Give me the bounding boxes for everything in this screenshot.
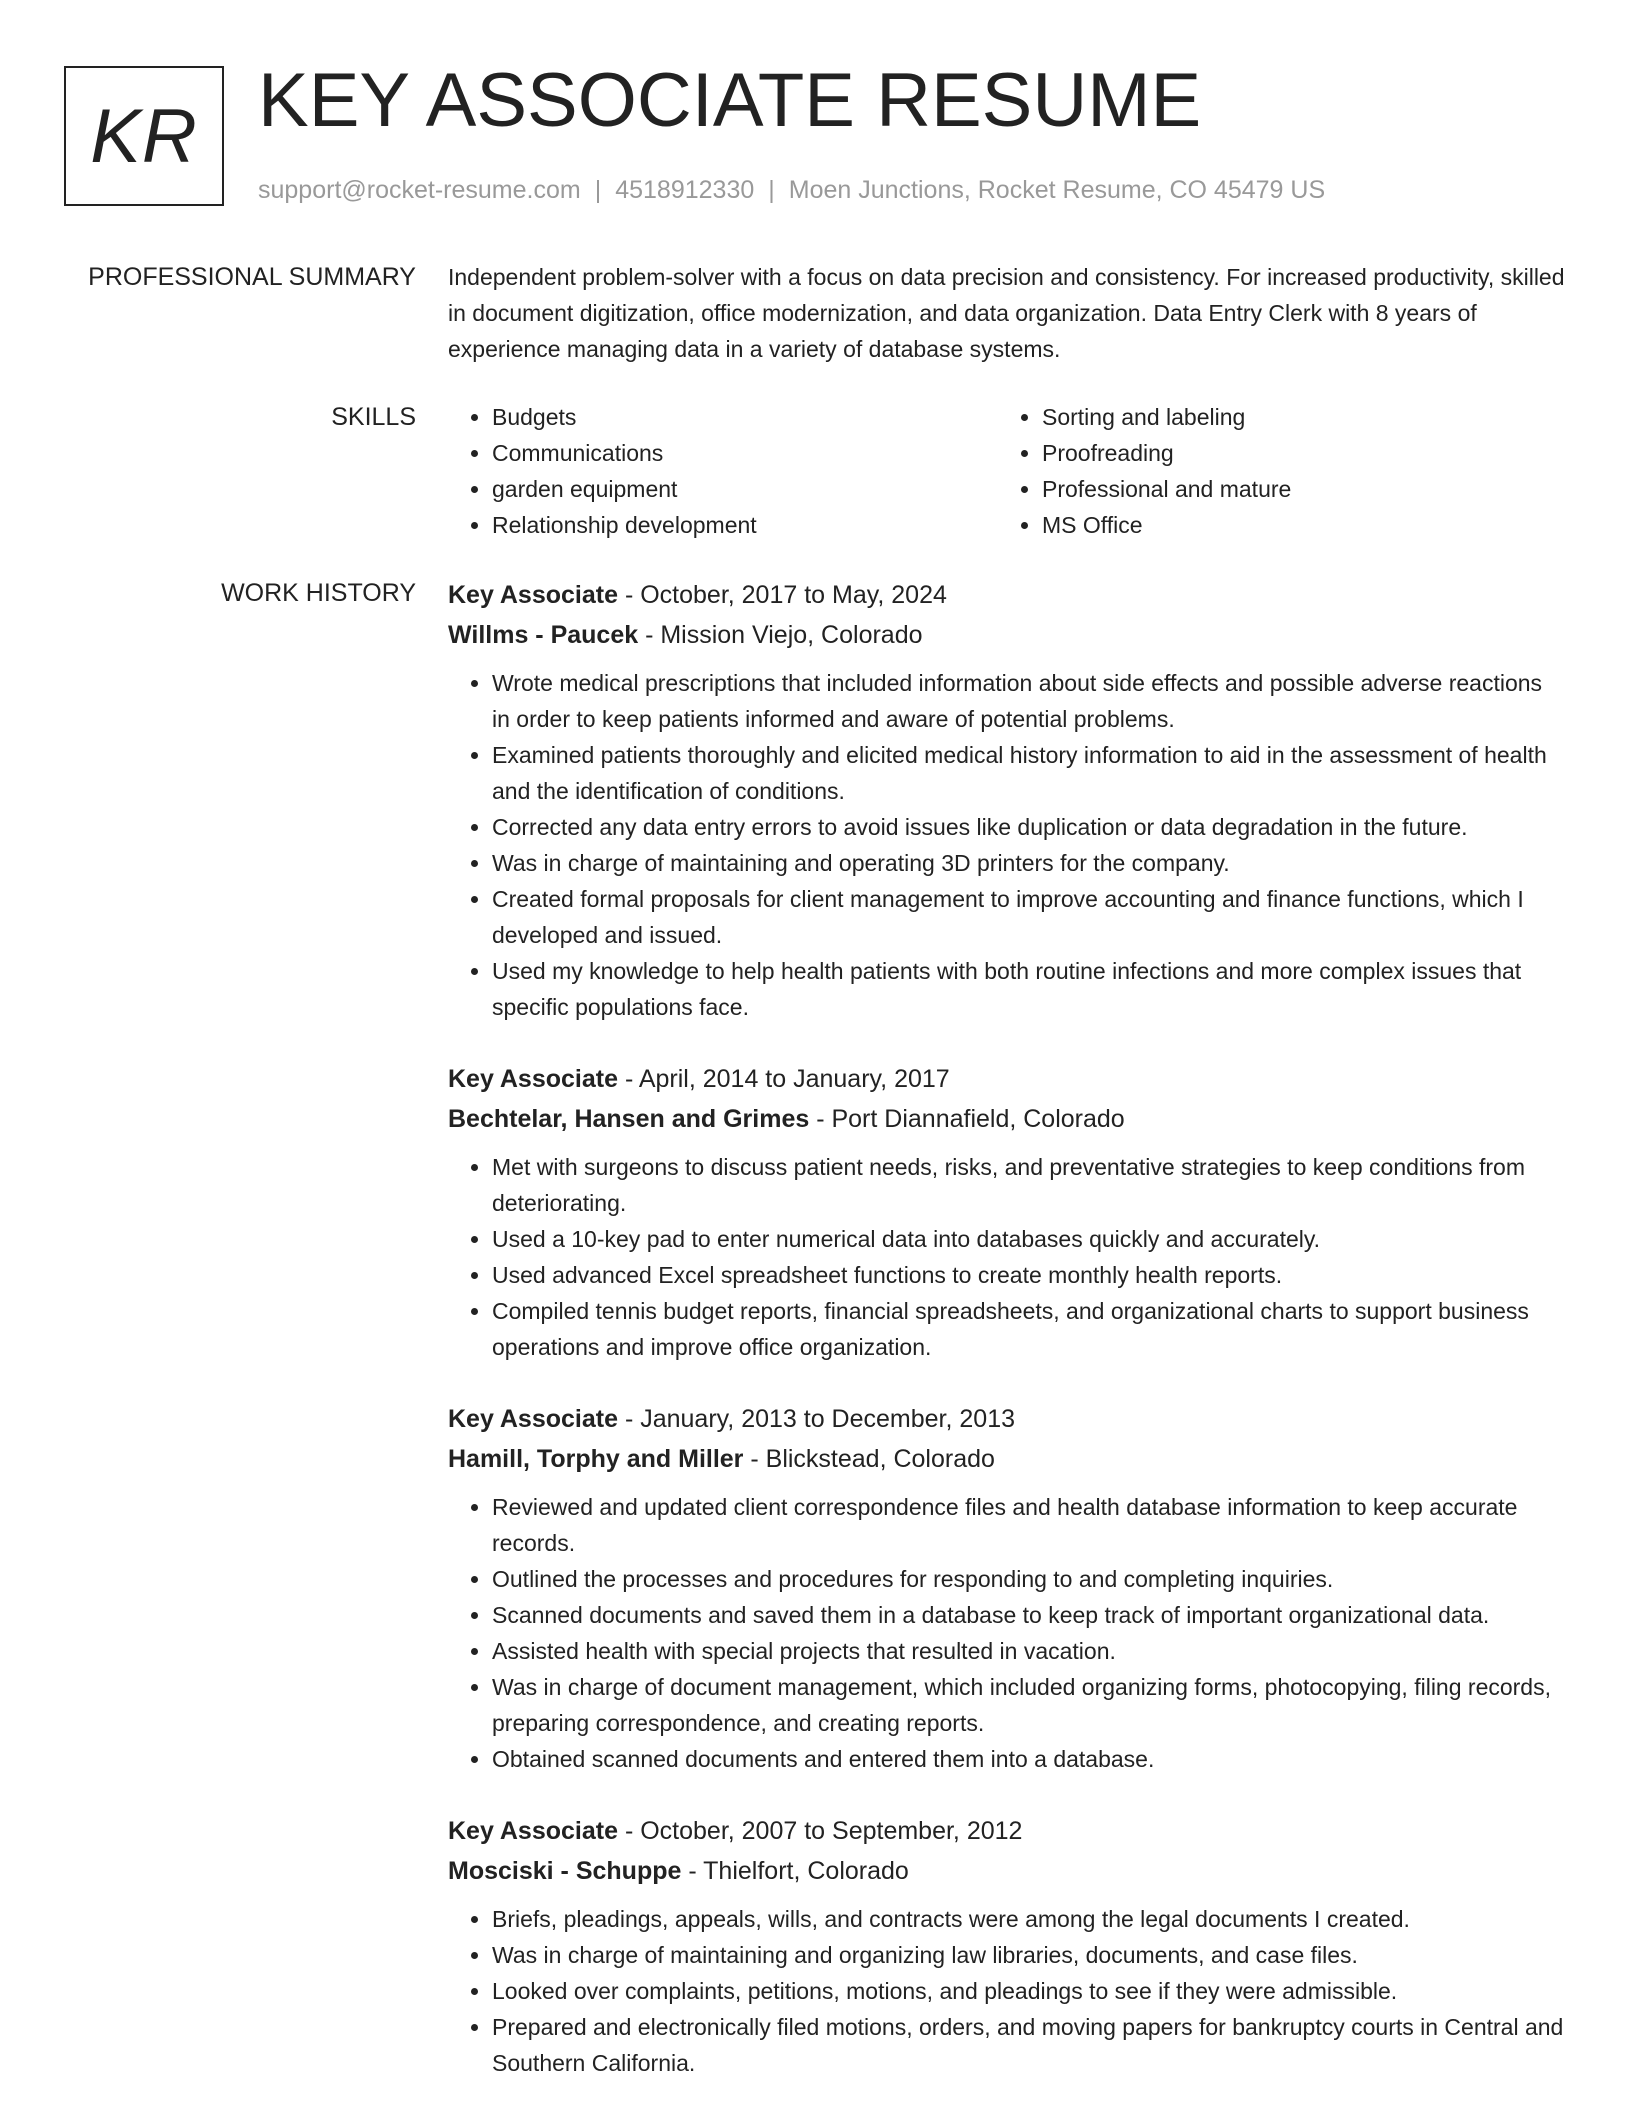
job-title: Key Associate bbox=[448, 1405, 618, 1433]
job-bullets bbox=[448, 1149, 1566, 1365]
job-company-line bbox=[448, 1851, 1566, 1891]
job-bullet: • Reviewed and updated client correspondence files and health database information to keep accurate records. bbox=[492, 1489, 1566, 1561]
job-location: - Thielfort, Colorado bbox=[681, 1857, 909, 1885]
skill-item: • Professional and mature bbox=[1042, 471, 1548, 507]
job-title-line bbox=[448, 1399, 1566, 1439]
job-bullet: • Created formal proposals for client management to improve accounting and finance functions, which I developed and issued. bbox=[492, 881, 1566, 953]
job-company-line bbox=[448, 1099, 1566, 1139]
contact-line bbox=[258, 174, 1325, 206]
job-dates: - January, 2013 to December, 2013 bbox=[618, 1405, 1015, 1433]
contact-separator: | bbox=[594, 176, 602, 204]
initials-monogram: KR bbox=[64, 66, 224, 206]
job-bullet: • Corrected any data entry errors to avoid issues like duplication or data degradation in the future. bbox=[492, 809, 1566, 845]
job-title-line bbox=[448, 1059, 1566, 1099]
job-location: - Mission Viejo, Colorado bbox=[638, 621, 923, 649]
job-dates: - April, 2014 to January, 2017 bbox=[618, 1065, 950, 1093]
job-bullet: • Met with surgeons to discuss patient needs, risks, and preventative strategies to keep conditions from deteriorating. bbox=[492, 1149, 1566, 1221]
summary-heading: PROFESSIONAL SUMMARY bbox=[88, 263, 416, 291]
job-bullet: • Looked over complaints, petitions, motions, and pleadings to see if they were admissible. bbox=[492, 1973, 1566, 2009]
job-bullets bbox=[448, 1489, 1566, 1777]
job-entry bbox=[448, 1059, 1566, 1365]
skill-item: • Sorting and labeling bbox=[1042, 399, 1548, 435]
job-entry bbox=[448, 1811, 1566, 2081]
job-bullet: • Was in charge of maintaining and operating 3D printers for the company. bbox=[492, 845, 1566, 881]
contact-email: support@rocket-resume.com bbox=[258, 176, 581, 204]
job-bullet: • Wrote medical prescriptions that included information about side effects and possible adverse reactions in order to keep patients informed and aware of potential problems. bbox=[492, 665, 1566, 737]
job-bullet: • Obtained scanned documents and entered them into a database. bbox=[492, 1741, 1566, 1777]
job-title: Key Associate bbox=[448, 1817, 618, 1845]
skills-list bbox=[448, 399, 1566, 543]
skill-item: • MS Office bbox=[1042, 507, 1548, 543]
job-bullet: • Briefs, pleadings, appeals, wills, and contracts were among the legal documents I created. bbox=[492, 1901, 1566, 1937]
job-company: Bechtelar, Hansen and Grimes bbox=[448, 1105, 810, 1133]
job-location: - Blickstead, Colorado bbox=[743, 1445, 995, 1473]
work-history-body bbox=[448, 575, 1566, 2115]
job-company-line bbox=[448, 1439, 1566, 1479]
skills-column-right bbox=[998, 399, 1548, 543]
skill-item: • Budgets bbox=[492, 399, 998, 435]
job-bullet: • Was in charge of maintaining and organizing law libraries, documents, and case files. bbox=[492, 1937, 1566, 1973]
job-bullet: • Outlined the processes and procedures for responding to and completing inquiries. bbox=[492, 1561, 1566, 1597]
job-bullet: • Scanned documents and saved them in a database to keep track of important organizational data. bbox=[492, 1597, 1566, 1633]
job-entry bbox=[448, 1399, 1566, 1777]
job-company: Willms - Paucek bbox=[448, 621, 639, 649]
skills-column-left bbox=[448, 399, 998, 543]
job-company: Hamill, Torphy and Miller bbox=[448, 1445, 744, 1473]
summary-text: Independent problem-solver with a focus on data precision and consistency. For increased productivity, skilled in document digitization, office modernization, and data organization. Data Entry Clerk with 8 years of experience managing data in a variety of database systems. bbox=[448, 264, 1565, 362]
job-bullet: • Assisted health with special projects that resulted in vacation. bbox=[492, 1633, 1566, 1669]
job-title-line bbox=[448, 575, 1566, 615]
summary-body bbox=[448, 259, 1566, 367]
job-bullet: • Examined patients thoroughly and elicited medical history information to aid in the assessment of health and the identification of conditions. bbox=[492, 737, 1566, 809]
job-company-line bbox=[448, 615, 1566, 655]
job-bullet: • Was in charge of document management, which included organizing forms, photocopying, filing records, preparing correspondence, and creating reports. bbox=[492, 1669, 1566, 1741]
skill-item: • Relationship development bbox=[492, 507, 998, 543]
job-dates: - October, 2017 to May, 2024 bbox=[618, 581, 947, 609]
job-title: Key Associate bbox=[448, 1065, 618, 1093]
skill-item: • garden equipment bbox=[492, 471, 998, 507]
job-bullets bbox=[448, 1901, 1566, 2081]
job-title-line bbox=[448, 1811, 1566, 1851]
resume-title: KEY ASSOCIATE RESUME bbox=[258, 58, 1202, 143]
contact-address: Moen Junctions, Rocket Resume, CO 45479 US bbox=[788, 176, 1326, 204]
job-dates: - October, 2007 to September, 2012 bbox=[618, 1817, 1023, 1845]
job-bullet: • Prepared and electronically filed motions, orders, and moving papers for bankruptcy courts in Central and Southern California. bbox=[492, 2009, 1566, 2081]
job-bullets bbox=[448, 665, 1566, 1025]
skills-heading: SKILLS bbox=[331, 403, 416, 431]
job-bullet: • Used my knowledge to help health patients with both routine infections and more complex issues that specific populations face. bbox=[492, 953, 1566, 1025]
job-bullet: • Compiled tennis budget reports, financial spreadsheets, and organizational charts to support business operations and improve office organization. bbox=[492, 1293, 1566, 1365]
job-bullet: • Used a 10-key pad to enter numerical data into databases quickly and accurately. bbox=[492, 1221, 1566, 1257]
job-title: Key Associate bbox=[448, 581, 618, 609]
job-entry bbox=[448, 575, 1566, 1025]
job-company: Mosciski - Schuppe bbox=[448, 1857, 682, 1885]
skill-item: • Communications bbox=[492, 435, 998, 471]
job-location: - Port Diannafield, Colorado bbox=[809, 1105, 1125, 1133]
job-bullet: • Used advanced Excel spreadsheet functions to create monthly health reports. bbox=[492, 1257, 1566, 1293]
skill-item: • Proofreading bbox=[1042, 435, 1548, 471]
work-history-heading: WORK HISTORY bbox=[221, 579, 416, 607]
contact-phone: 4518912330 bbox=[615, 176, 755, 204]
contact-separator: | bbox=[768, 176, 775, 204]
